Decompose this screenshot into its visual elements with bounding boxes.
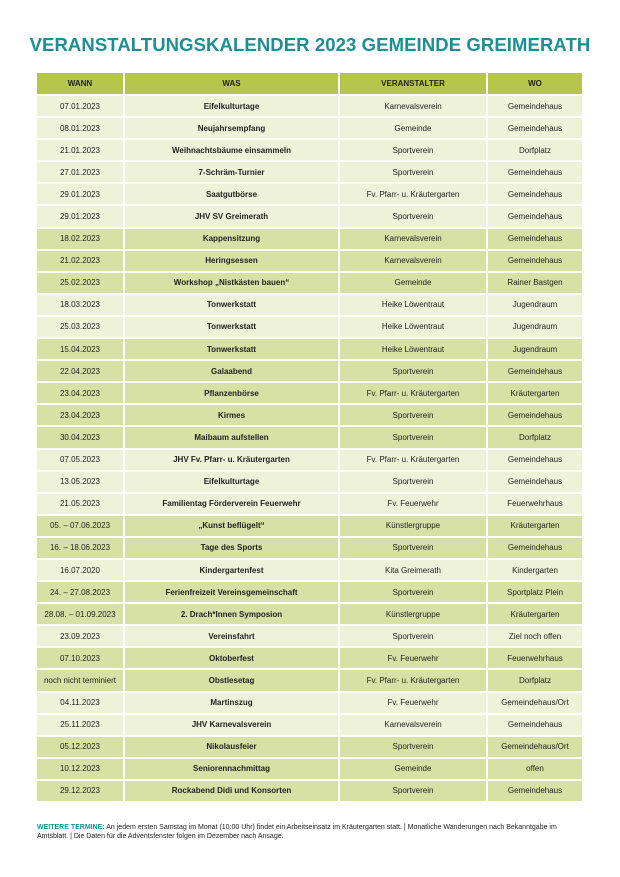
- cell-was: Tonwerkstatt: [124, 316, 339, 338]
- table-row: [37, 493, 582, 515]
- cell-veranstalter: Heike Löwentraut: [339, 316, 487, 338]
- cell-was: Maibaum aufstellen: [124, 426, 339, 448]
- cell-was: „Kunst beflügelt“: [124, 515, 339, 537]
- cell-veranstalter: Fv. Pfarr- u. Kräutergarten: [339, 382, 487, 404]
- cell-wann: 13.05.2023: [37, 471, 124, 493]
- cell-was: Rockabend Didi und Konsorten: [124, 780, 339, 802]
- cell-wann: 23.04.2023: [37, 404, 124, 426]
- table-row: [37, 537, 582, 559]
- cell-veranstalter: Sportverein: [339, 404, 487, 426]
- cell-wo: Gemeindehaus: [487, 714, 582, 736]
- cell-veranstalter: Sportverein: [339, 736, 487, 758]
- column-header-wo: WO: [487, 73, 582, 95]
- footer-label: WEITERE TERMINE:: [37, 824, 105, 831]
- cell-was: Pflanzenbörse: [124, 382, 339, 404]
- cell-wo: Gemeindehaus: [487, 471, 582, 493]
- cell-was: Weihnachtsbäume einsammeln: [124, 139, 339, 161]
- cell-wo: Sportplatz Plein: [487, 581, 582, 603]
- cell-wann: 16. – 18.06.2023: [37, 537, 124, 559]
- cell-veranstalter: Fv. Pfarr- u. Kräutergarten: [339, 449, 487, 471]
- cell-wann: 25.03.2023: [37, 316, 124, 338]
- cell-wann: 04.11.2023: [37, 692, 124, 714]
- cell-was: Familientag Förderverein Feuerwehr: [124, 493, 339, 515]
- cell-wo: Gemeindehaus/Ort: [487, 736, 582, 758]
- cell-veranstalter: Kita Greimerath: [339, 559, 487, 581]
- cell-veranstalter: Heike Löwentraut: [339, 294, 487, 316]
- cell-wo: Kräutergarten: [487, 515, 582, 537]
- cell-was: Oktoberfest: [124, 647, 339, 669]
- cell-wo: Gemeindehaus: [487, 250, 582, 272]
- cell-wann: 23.04.2023: [37, 382, 124, 404]
- cell-veranstalter: Sportverein: [339, 161, 487, 183]
- cell-veranstalter: Fv. Pfarr- u. Kräutergarten: [339, 669, 487, 691]
- cell-was: 7-Schräm-Turnier: [124, 161, 339, 183]
- cell-wo: Rainer Bastgen: [487, 272, 582, 294]
- cell-wann: noch nicht terminiert: [37, 669, 124, 691]
- table-row: [37, 714, 582, 736]
- cell-veranstalter: Karnevalsverein: [339, 250, 487, 272]
- table-header-row: [37, 73, 582, 95]
- page-title: VERANSTALTUNGSKALENDER 2023 GEMEINDE GREIMERATH: [29, 34, 591, 55]
- cell-wo: Kindergarten: [487, 559, 582, 581]
- cell-veranstalter: Fv. Feuerwehr: [339, 647, 487, 669]
- cell-wo: Gemeindehaus: [487, 537, 582, 559]
- cell-veranstalter: Heike Löwentraut: [339, 338, 487, 360]
- cell-was: Seniorennachmittag: [124, 758, 339, 780]
- cell-wann: 18.02.2023: [37, 228, 124, 250]
- cell-was: Martinszug: [124, 692, 339, 714]
- cell-was: 2. Drach*Innen Symposion: [124, 603, 339, 625]
- cell-wann: 21.01.2023: [37, 139, 124, 161]
- cell-wann: 07.01.2023: [37, 95, 124, 117]
- cell-wo: Feuerwehrhaus: [487, 647, 582, 669]
- table-row: [37, 161, 582, 183]
- table-row: [37, 139, 582, 161]
- cell-wann: 25.02.2023: [37, 272, 124, 294]
- table-row: [37, 559, 582, 581]
- cell-veranstalter: Gemeinde: [339, 758, 487, 780]
- cell-was: JHV Fv. Pfarr- u. Kräutergarten: [124, 449, 339, 471]
- table-row: [37, 95, 582, 117]
- cell-wo: Feuerwehrhaus: [487, 493, 582, 515]
- cell-was: Workshop „Nistkästen bauen“: [124, 272, 339, 294]
- cell-wo: Gemeindehaus: [487, 205, 582, 227]
- table-row: [37, 205, 582, 227]
- cell-wo: Ziel noch offen: [487, 625, 582, 647]
- table-row: [37, 625, 582, 647]
- cell-wann: 29.01.2023: [37, 205, 124, 227]
- cell-was: Eifelkulturtage: [124, 95, 339, 117]
- cell-wann: 10.12.2023: [37, 758, 124, 780]
- cell-was: Nikolausfeier: [124, 736, 339, 758]
- cell-wo: Kräutergarten: [487, 603, 582, 625]
- table-row: [37, 382, 582, 404]
- cell-veranstalter: Sportverein: [339, 625, 487, 647]
- cell-veranstalter: Karnevalsverein: [339, 228, 487, 250]
- cell-wo: Gemeindehaus: [487, 95, 582, 117]
- cell-wo: Gemeindehaus: [487, 183, 582, 205]
- cell-wann: 25.11.2023: [37, 714, 124, 736]
- cell-wo: Gemeindehaus: [487, 449, 582, 471]
- cell-wo: Gemeindehaus: [487, 360, 582, 382]
- cell-wo: Jugendraum: [487, 338, 582, 360]
- table-row: [37, 338, 582, 360]
- table-row: [37, 647, 582, 669]
- cell-wann: 21.05.2023: [37, 493, 124, 515]
- table-row: [37, 449, 582, 471]
- cell-wann: 05.12.2023: [37, 736, 124, 758]
- cell-was: Tonwerkstatt: [124, 294, 339, 316]
- cell-veranstalter: Sportverein: [339, 780, 487, 802]
- cell-was: JHV SV Greimerath: [124, 205, 339, 227]
- cell-veranstalter: Fv. Feuerwehr: [339, 692, 487, 714]
- table-row: [37, 316, 582, 338]
- cell-veranstalter: Sportverein: [339, 471, 487, 493]
- cell-wann: 29.12.2023: [37, 780, 124, 802]
- cell-wo: Gemeindehaus: [487, 161, 582, 183]
- cell-wann: 15.04.2023: [37, 338, 124, 360]
- table-row: [37, 581, 582, 603]
- cell-was: Galaabend: [124, 360, 339, 382]
- cell-wann: 27.01.2023: [37, 161, 124, 183]
- cell-veranstalter: Karnevalsverein: [339, 714, 487, 736]
- cell-wo: Gemeindehaus/Ort: [487, 692, 582, 714]
- cell-was: Obstlesetag: [124, 669, 339, 691]
- cell-wann: 28.08. – 01.09.2023: [37, 603, 124, 625]
- table-row: [37, 294, 582, 316]
- cell-veranstalter: Gemeinde: [339, 117, 487, 139]
- cell-veranstalter: Sportverein: [339, 360, 487, 382]
- cell-veranstalter: Sportverein: [339, 139, 487, 161]
- cell-wo: Dorfplatz: [487, 139, 582, 161]
- cell-wo: offen: [487, 758, 582, 780]
- table-row: [37, 360, 582, 382]
- column-header-veranstalter: VERANSTALTER: [339, 73, 487, 95]
- cell-wann: 23.09.2023: [37, 625, 124, 647]
- cell-wo: Dorfplatz: [487, 426, 582, 448]
- cell-veranstalter: Sportverein: [339, 426, 487, 448]
- cell-wo: Jugendraum: [487, 294, 582, 316]
- cell-veranstalter: Künstlergruppe: [339, 603, 487, 625]
- cell-wann: 18.03.2023: [37, 294, 124, 316]
- cell-was: JHV Karnevalsverein: [124, 714, 339, 736]
- table-row: [37, 692, 582, 714]
- cell-was: Saatgutbörse: [124, 183, 339, 205]
- table-row: [37, 515, 582, 537]
- table-row: [37, 228, 582, 250]
- cell-was: Kindergartenfest: [124, 559, 339, 581]
- table-row: [37, 183, 582, 205]
- table-row: [37, 758, 582, 780]
- cell-wann: 30.04.2023: [37, 426, 124, 448]
- table-row: [37, 250, 582, 272]
- table-body: [37, 95, 582, 802]
- event-calendar-table: [37, 73, 582, 803]
- cell-wann: 22.04.2023: [37, 360, 124, 382]
- cell-was: Heringsessen: [124, 250, 339, 272]
- cell-wann: 07.10.2023: [37, 647, 124, 669]
- table-row: [37, 471, 582, 493]
- cell-wann: 24. – 27.08.2023: [37, 581, 124, 603]
- cell-wo: Gemeindehaus: [487, 117, 582, 139]
- cell-wo: Gemeindehaus: [487, 404, 582, 426]
- cell-wann: 21.02.2023: [37, 250, 124, 272]
- cell-was: Tonwerkstatt: [124, 338, 339, 360]
- cell-wo: Kräutergarten: [487, 382, 582, 404]
- cell-wo: Gemeindehaus: [487, 780, 582, 802]
- table-row: [37, 117, 582, 139]
- cell-wo: Gemeindehaus: [487, 228, 582, 250]
- table-row: [37, 603, 582, 625]
- cell-wann: 05. – 07.06.2023: [37, 515, 124, 537]
- column-header-wann: WANN: [37, 73, 124, 95]
- cell-wann: 07.05.2023: [37, 449, 124, 471]
- cell-wann: 16.07.2020: [37, 559, 124, 581]
- footer-text: An jedem ersten Samstag im Monat (10:00 Uhr) findet ein Arbeitseinsatz im Kräutergarten statt. | Monatliche Wanderungen nach Bekanntgabe im Amtsblatt. | Die Daten für die Adventsfenster folgen im Dezember nach Ansage.: [37, 824, 557, 840]
- footer-note: [37, 823, 585, 841]
- cell-was: Neujahrsempfang: [124, 117, 339, 139]
- column-header-was: WAS: [124, 73, 339, 95]
- cell-wann: 08.01.2023: [37, 117, 124, 139]
- cell-veranstalter: Karnevalsverein: [339, 95, 487, 117]
- table-row: [37, 404, 582, 426]
- table-row: [37, 669, 582, 691]
- cell-was: Eifelkulturtage: [124, 471, 339, 493]
- table-row: [37, 736, 582, 758]
- cell-veranstalter: Künstlergruppe: [339, 515, 487, 537]
- cell-veranstalter: Fv. Pfarr- u. Kräutergarten: [339, 183, 487, 205]
- cell-veranstalter: Sportverein: [339, 537, 487, 559]
- table-row: [37, 272, 582, 294]
- table-row: [37, 426, 582, 448]
- cell-veranstalter: Gemeinde: [339, 272, 487, 294]
- cell-wann: 29.01.2023: [37, 183, 124, 205]
- cell-was: Ferienfreizeit Vereinsgemeinschaft: [124, 581, 339, 603]
- cell-was: Kirmes: [124, 404, 339, 426]
- cell-wo: Jugendraum: [487, 316, 582, 338]
- cell-was: Vereinsfahrt: [124, 625, 339, 647]
- cell-veranstalter: Sportverein: [339, 205, 487, 227]
- cell-wo: Dorfplatz: [487, 669, 582, 691]
- table-row: [37, 780, 582, 802]
- cell-was: Tage des Sports: [124, 537, 339, 559]
- cell-veranstalter: Fv. Feuerwehr: [339, 493, 487, 515]
- cell-veranstalter: Sportverein: [339, 581, 487, 603]
- cell-was: Kappensitzung: [124, 228, 339, 250]
